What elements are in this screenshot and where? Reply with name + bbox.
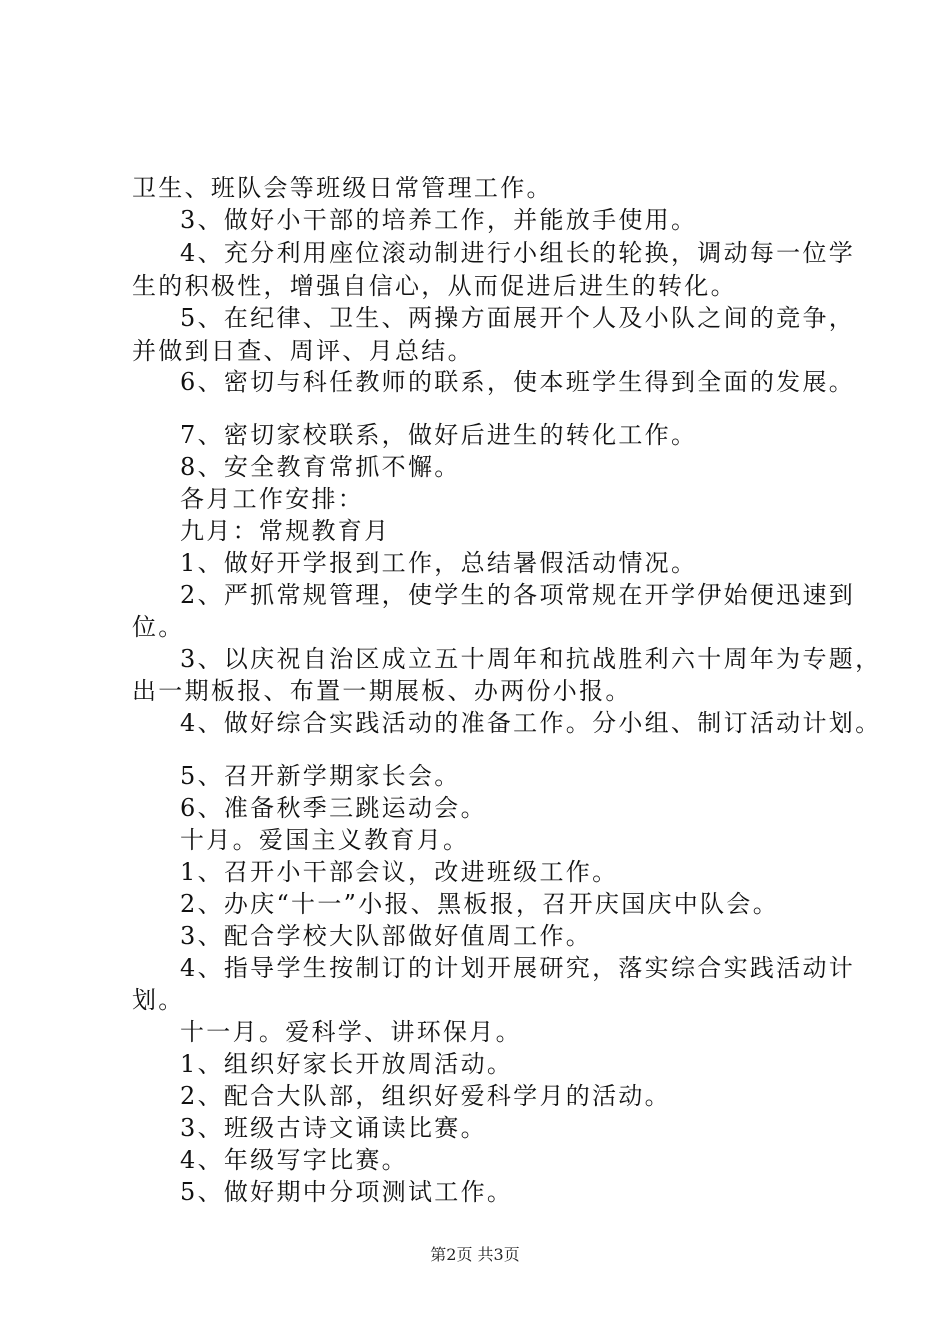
text-line: 3、班级古诗文诵读比赛。 <box>180 1114 487 1142</box>
text-line: 4、年级写字比赛。 <box>180 1146 408 1174</box>
text-line: 5、召开新学期家长会。 <box>180 762 461 790</box>
text-line: 十月。爱国主义教育月。 <box>180 826 470 854</box>
text-line: 2、办庆“十一”小报、黑板报，召开庆国庆中队会。 <box>180 890 780 918</box>
text-line: 7、密切家校联系，做好后进生的转化工作。 <box>180 421 698 449</box>
text-line: 4、指导学生按制订的计划开展研究，落实综合实践活动计 <box>180 954 856 982</box>
text-line: 5、在纪律、卫生、两操方面展开个人及小队之间的竞争， <box>180 304 856 332</box>
page-number-footer: 第2页 共3页 <box>430 1245 520 1264</box>
text-line: 划。 <box>132 986 185 1014</box>
text-line: 十一月。爱科学、讲环保月。 <box>180 1018 522 1046</box>
text-line: 并做到日查、周评、月总结。 <box>132 337 474 365</box>
text-line: 位。 <box>132 613 185 641</box>
text-line: 1、召开小干部会议，改进班级工作。 <box>180 858 619 886</box>
text-line: 出一期板报、布置一期展板、办两份小报。 <box>132 677 632 705</box>
text-line: 4、充分利用座位滚动制进行小组长的轮换，调动每一位学 <box>180 239 856 267</box>
text-line: 1、做好开学报到工作，总结暑假活动情况。 <box>180 549 698 577</box>
text-line: 5、做好期中分项测试工作。 <box>180 1178 514 1206</box>
text-line: 2、配合大队部，组织好爱科学月的活动。 <box>180 1082 671 1110</box>
text-line: 1、组织好家长开放周活动。 <box>180 1050 514 1078</box>
text-line: 8、安全教育常抓不懈。 <box>180 453 461 481</box>
text-line: 4、做好综合实践活动的准备工作。分小组、制订活动计划。 <box>180 709 882 737</box>
text-line: 3、配合学校大队部做好值周工作。 <box>180 922 593 950</box>
text-line: 各月工作安排： <box>180 485 365 513</box>
text-line: 3、以庆祝自治区成立五十周年和抗战胜利六十周年为专题， <box>180 645 882 673</box>
text-line: 九月：常规教育月 <box>180 517 391 545</box>
text-line: 卫生、班队会等班级日常管理工作。 <box>132 174 553 202</box>
text-line: 2、严抓常规管理，使学生的各项常规在开学伊始便迅速到 <box>180 581 856 609</box>
text-line: 6、准备秋季三跳运动会。 <box>180 794 487 822</box>
text-line: 生的积极性，增强自信心，从而促进后进生的转化。 <box>132 272 737 300</box>
text-line: 3、做好小干部的培养工作，并能放手使用。 <box>180 206 698 234</box>
text-line: 6、密切与科任教师的联系，使本班学生得到全面的发展。 <box>180 368 856 396</box>
